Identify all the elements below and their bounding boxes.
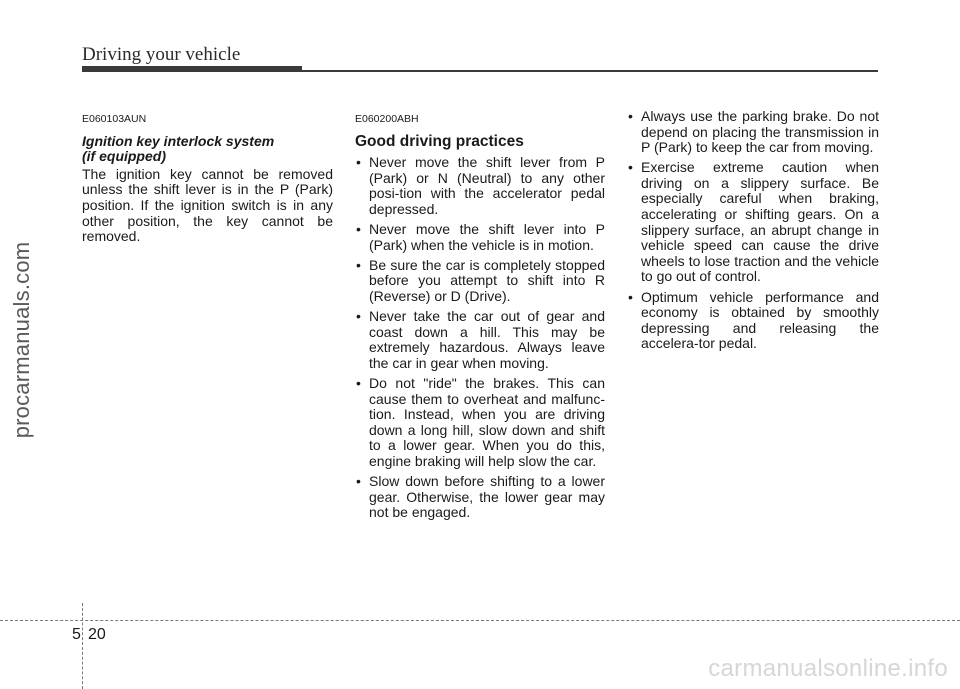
driving-practices-list — [355, 155, 605, 521]
list-item: • Always use the parking brake. Do not depend on placing the transmission in P (Park) to keep the car from moving. — [627, 109, 879, 156]
list-item: • Slow down before shifting to a lower gear. Otherwise, the lower gear may not be engaged. — [355, 474, 605, 521]
driving-practices-list-continued — [627, 109, 879, 352]
list-item: • Never move the shift lever from P (Park) or N (Neutral) to any other posi-tion with the accelerator pedal depressed. — [355, 155, 605, 217]
list-item: • Optimum vehicle performance and economy is obtained by smoothly depressing and releasing the accelera-tor pedal. — [627, 290, 879, 352]
page-number: 20 — [88, 626, 106, 643]
header-bar — [82, 66, 302, 72]
column-good-driving-practices — [355, 109, 605, 525]
subtitle-line-1: Ignition key interlock system — [82, 132, 275, 149]
list-item: • Be sure the car is completely stopped before you attempt to shift into R (Reverse) or D (Drive). — [355, 258, 605, 305]
column-driving-practices-continued — [627, 109, 879, 356]
page-header-title: Driving your vehicle — [82, 44, 241, 65]
side-watermark — [2, 170, 42, 510]
list-item: • Never take the car out of gear and coast down a hill. This may be extremely hazardous. Always leave the car in gear when moving. — [355, 309, 605, 371]
bottom-watermark: carmanualsonline.info — [708, 655, 948, 682]
header-rule — [302, 70, 878, 72]
section-subtitle — [82, 134, 333, 165]
list-item: • Exercise extreme caution when driving on a slippery surface. Be especially careful when braking, accelerating or shifting gears. On a slippery surface, an abrupt change in vehicle speed can cause the drive wheels to lose traction and the vehicle to go out of control. — [627, 160, 879, 285]
list-item: • Never move the shift lever into P (Park) when the vehicle is in motion. — [355, 222, 605, 253]
column-ignition-interlock — [82, 109, 333, 245]
chapter-number: 5 — [72, 626, 81, 643]
side-watermark-text: procarmanuals.com — [9, 241, 34, 439]
section-heading: Good driving practices — [355, 132, 524, 150]
ignition-interlock-paragraph: The ignition key cannot be removed unless the shift lever is in the P (Park) position. If the ignition switch is in any other position, the key cannot be removed. — [82, 165, 333, 245]
subtitle-line-2: (if equipped) — [82, 148, 166, 165]
footer-rule — [0, 620, 960, 621]
footer-divider — [82, 603, 83, 689]
section-code: E060200ABH — [355, 113, 419, 125]
list-item: • Do not "ride" the brakes. This can cause them to overheat and malfunc-tion. Instead, when you are driving down a long hill, slow down and shift to a lower gear. When you do this, engine braking will help slow the car. — [355, 376, 605, 470]
section-code: E060103AUN — [82, 113, 147, 125]
